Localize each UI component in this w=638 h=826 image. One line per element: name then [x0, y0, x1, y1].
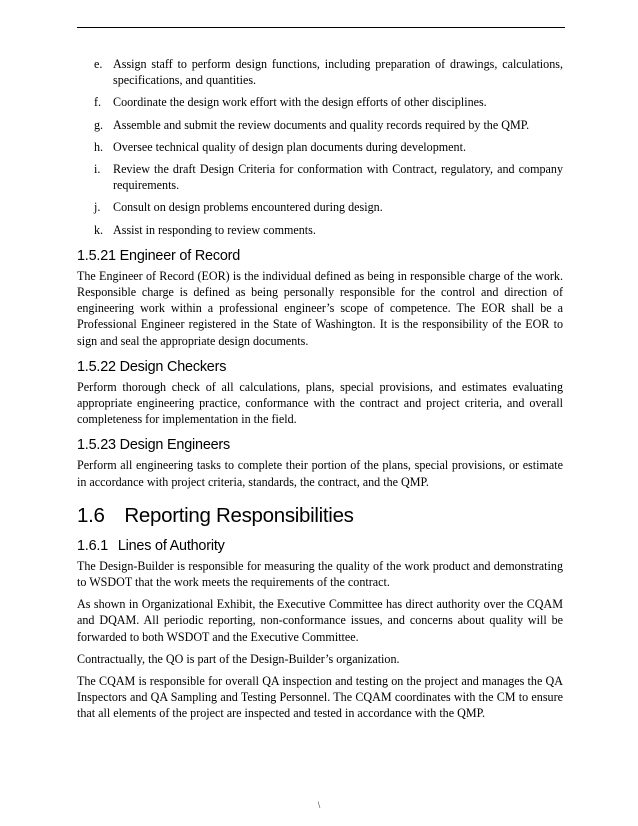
- section-title: Design Engineers: [119, 437, 231, 454]
- section-title: Reporting Responsibilities: [124, 503, 354, 527]
- section-number: 1.5.23: [77, 437, 116, 454]
- list-letter: g.: [94, 117, 104, 132]
- paragraph: As shown in Organizational Exhibit, the Executive Committee has direct authority over the CQAM and DQAM. All periodic reporting, non-conformance issues, and concerns about quality will be forwarded to both WSDOT and the Executive Committee.: [77, 597, 563, 644]
- section-number: 1.6: [77, 503, 105, 527]
- section-title: Design Checkers: [119, 358, 227, 375]
- list-letter: h.: [94, 139, 104, 154]
- paragraph: The CQAM is responsible for overall QA inspection and testing on the project and manages the QA Inspectors and QA Sampling and Testing Personnel. The CQAM coordinates with the CM to ensure that all elements of the project are inspected and tested in accordance with the QMP.: [77, 674, 563, 721]
- heading-reporting-responsibilities: [77, 504, 563, 528]
- section-title: Lines of Authority: [117, 537, 225, 554]
- header-rule: [77, 27, 565, 28]
- section-title: Engineer of Record: [119, 247, 241, 264]
- list-text: Consult on design problems encountered during design.: [113, 200, 383, 215]
- list-letter: e.: [94, 57, 103, 71]
- heading-lines-of-authority: [77, 538, 563, 555]
- paragraph-engineer-of-record: The Engineer of Record (EOR) is the individual defined as being in responsible charge of the work. Responsible charge is defined as being personally responsible for the control and direction of engineering work within a professional engineer’s scope of competence. The EOR shall be a Professional Engineer registered in the State of Washington. It is the responsibility of the EOR to sign and seal the appropriate design documents.: [77, 268, 563, 348]
- page-footer-mark: \: [317, 800, 321, 810]
- list-item: [77, 56, 563, 88]
- section-number: 1.6.1: [77, 537, 109, 554]
- list-text: Assign staff to perform design functions, including preparation of drawings, calculations, specifications, and quantities.: [113, 57, 563, 88]
- responsibility-list: [77, 56, 563, 238]
- heading-engineer-of-record: [77, 248, 563, 265]
- section-number: 1.5.22: [77, 358, 116, 375]
- paragraph: The Design-Builder is responsible for measuring the quality of the work product and demonstrating to WSDOT that the work meets the requirements of the contract.: [77, 558, 563, 590]
- list-item: [77, 199, 563, 215]
- list-item: [77, 94, 563, 110]
- paragraph: Contractually, the QO is part of the Design-Builder’s organization.: [77, 651, 400, 666]
- list-text: Assist in responding to review comments.: [113, 222, 316, 237]
- list-text: Review the draft Design Criteria for conformation with Contract, regulatory, and company requirements.: [113, 162, 563, 193]
- list-item: [77, 139, 563, 155]
- heading-design-checkers: [77, 359, 563, 376]
- page-content: [77, 56, 563, 728]
- list-letter: i.: [94, 162, 101, 177]
- paragraph-design-engineers: Perform all engineering tasks to complete their portion of the plans, special provisions, or estimate in accordance with project criteria, standards, the contract, and the QMP.: [77, 458, 563, 489]
- list-text: Oversee technical quality of design plan documents during development.: [113, 139, 466, 154]
- list-letter: j.: [94, 200, 101, 215]
- list-text: Assemble and submit the review documents and quality records required by the QMP.: [113, 117, 530, 132]
- list-item: [77, 222, 563, 238]
- section-number: 1.5.21: [77, 247, 116, 264]
- list-text: Coordinate the design work effort with the design efforts of other disciplines.: [113, 95, 487, 110]
- list-letter: k.: [94, 222, 104, 237]
- paragraph-design-checkers: Perform thorough check of all calculations, plans, special provisions, and estimates evaluating appropriate engineering practice, conformance with the contract and project criteria, and overall completeness for implementation in the field.: [77, 379, 563, 427]
- list-item: [77, 161, 563, 193]
- list-letter: f.: [94, 95, 102, 110]
- heading-design-engineers: [77, 437, 563, 454]
- list-item: [77, 117, 563, 133]
